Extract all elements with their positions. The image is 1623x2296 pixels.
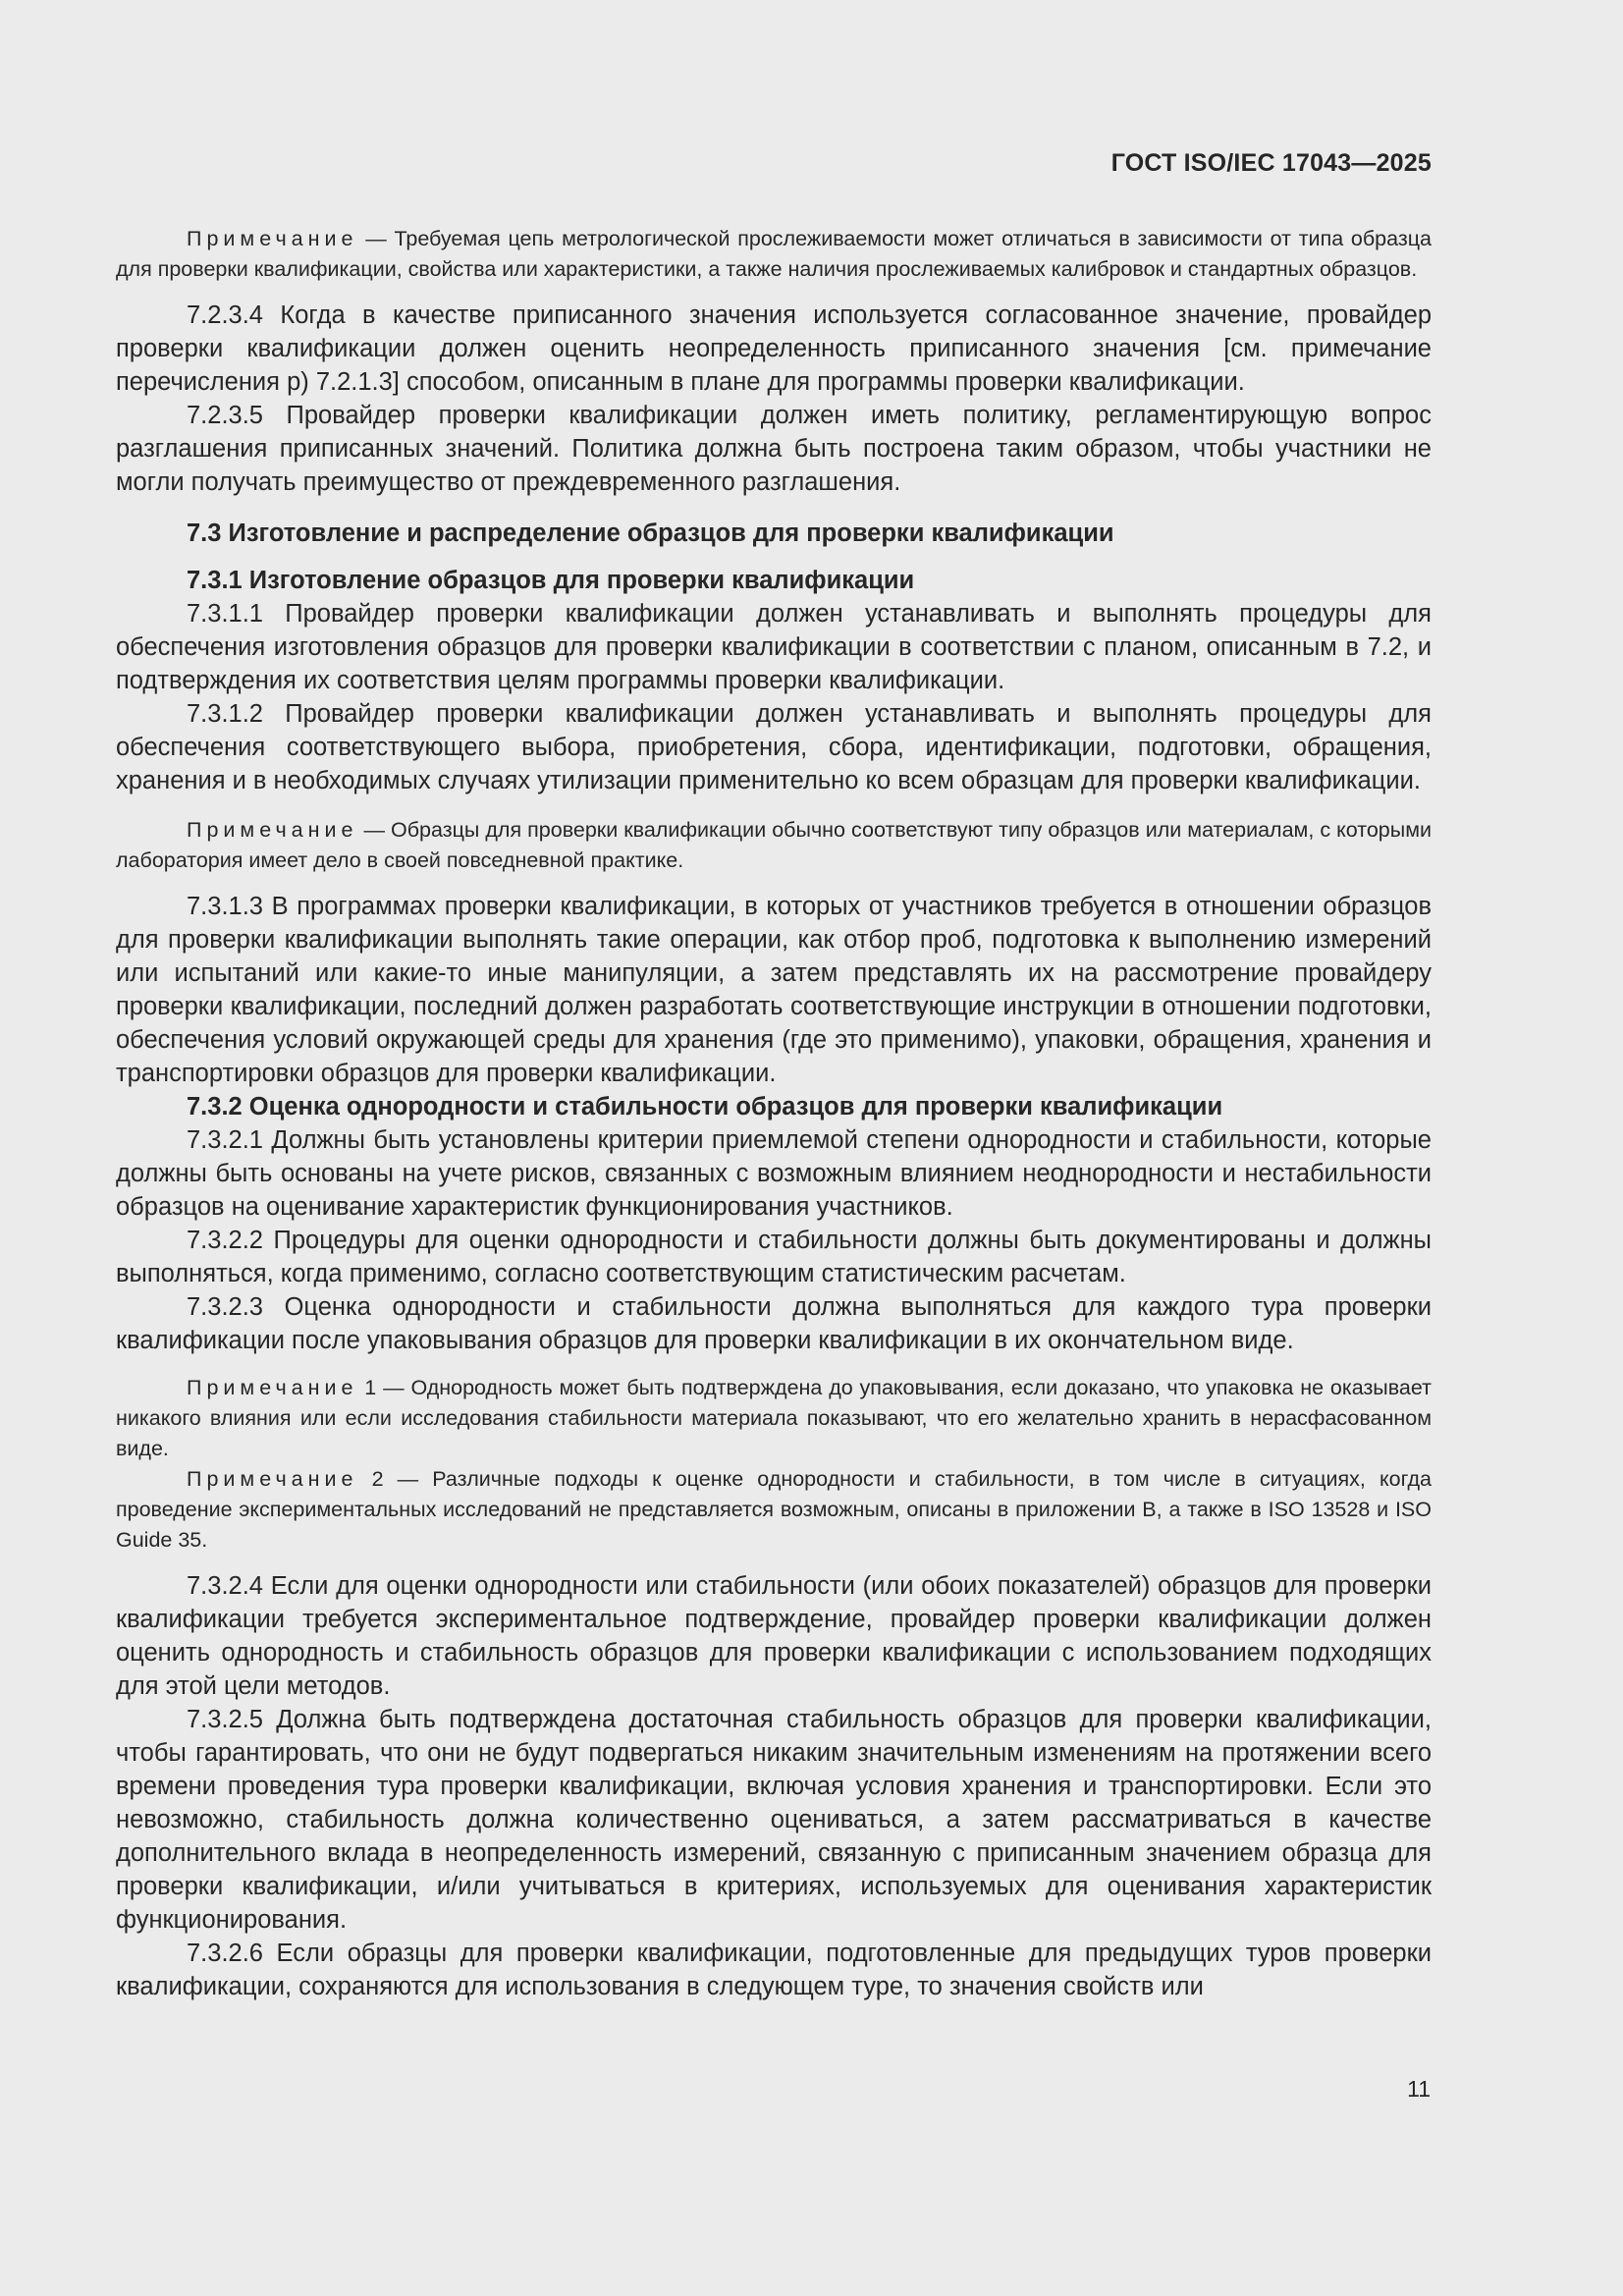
paragraph-7-2-3-5: 7.2.3.5 Провайдер проверки квалификации должен иметь политику, регламентирующую вопрос разглашения приписанных значений. Политика должна быть построена таким образом, чтобы участники не могли получать преимущество от преждевременного разглашения. [116, 402, 1432, 496]
paragraph-7-3-2-6: 7.3.2.6 Если образцы для проверки квалификации, подготовленные для предыдущих туров проверки квалификации, сохраняются для использования в следующем туре, то значения свойств или [116, 1940, 1432, 2000]
note-text: Образцы для проверки квалификации обычно соответствуют типу образцов или материалам, с которыми лаборатория имеет дело в своей повседневной практике. [116, 818, 1432, 872]
note-2 [116, 1464, 1432, 1556]
note-label: Примечание [187, 818, 358, 842]
note-dash: 2 — [357, 1467, 433, 1491]
subsection-heading-7-3-1: 7.3.1 Изготовление образцов для проверки квалификации [187, 567, 915, 594]
note-label: Примечание [187, 227, 358, 250]
note [116, 815, 1432, 876]
note-text: Различные подходы к оценке однородности и стабильности, в том числе в ситуациях, когда проведение экспериментальных исследований не представляется возможным, описаны в приложении B, а также в ISO 13528 и ISO Guide 35. [116, 1467, 1432, 1552]
note-dash: — [357, 227, 395, 250]
paragraph-7-3-2-4: 7.3.2.4 Если для оценки однородности или стабильности (или обоих показателей) образцов для проверки квалификации требуется экспериментальное подтверждение, провайдер проверки квалификации должен оценить однородность и стабильность образцов для проверки квалификации с использованием подходящих для этой цели методов. [116, 1572, 1432, 1700]
paragraph-7-3-2-2: 7.3.2.2 Процедуры для оценки однородности и стабильности должны быть документированы и должны выполняться, когда применимо, согласно соответствующим статистическим расчетам. [116, 1227, 1432, 1287]
note-label: Примечание [187, 1467, 358, 1491]
paragraph-7-3-1-1: 7.3.1.1 Провайдер проверки квалификации должен устанавливать и выполнять процедуры для обеспечения изготовления образцов для проверки квалификации в соответствии с планом, описанным в 7.2, и подтверждения их соответствия целям программы проверки квалификации. [116, 600, 1432, 694]
paragraph-7-3-1-3: 7.3.1.3 В программах проверки квалификации, в которых от участников требуется в отношении образцов для проверки квалификации выполнять такие операции, как отбор проб, подготовка к выполнению измерений или испытаний или какие-то иные манипуляции, а затем представлять их на рассмотрение провайдеру проверки квалификации, последний должен разработать соответствующие инструкции в отношении подготовки, обеспечения условий окружающей среды для хранения (где это применимо), упаковки, обращения, хранения и транспортировки образцов для проверки квалификации. [116, 893, 1432, 1087]
subsection-heading-7-3-2: 7.3.2 Оценка однородности и стабильности образцов для проверки квалификации [187, 1093, 1223, 1121]
section-heading-7-3: 7.3 Изготовление и распределение образцов для проверки квалификации [187, 519, 1114, 547]
paragraph-7-3-2-5: 7.3.2.5 Должна быть подтверждена достаточная стабильность образцов для проверки квалификации, чтобы гарантировать, что они не будут подвергаться никаким значительным изменениям на протяжении всего времени проведения тура проверки квалификации, включая условия хранения и транспортировки. Если это невозможно, стабильность должна количественно оцениваться, а затем рассматриваться в качестве дополнительного вклада в неопределенность измерений, связанную с приписанным значением образца для проверки квалификации, и/или учитываться в критериях, используемых для оценивания характеристик функционирования. [116, 1706, 1432, 1934]
page-number: 11 [1407, 2076, 1431, 2102]
note-1 [116, 1373, 1432, 1464]
note-dash: 1 — [357, 1376, 411, 1399]
note-dash: — [357, 818, 392, 842]
note-label: Примечание [187, 1376, 358, 1399]
document-header: ГОСТ ISO/IEC 17043—2025 [1110, 149, 1432, 177]
note-text: Требуемая цепь метрологической прослеживаемости может отличаться в зависимости от типа образца для проверки квалификации, свойства или характеристики, а также наличия прослеживаемых калибровок и стандартных образцов. [116, 227, 1432, 281]
paragraph-7-3-2-1: 7.3.2.1 Должны быть установлены критерии приемлемой степени однородности и стабильности, которые должны быть основаны на учете рисков, связанных с возможным влиянием неоднородности и нестабильности образцов на оценивание характеристик функционирования участников. [116, 1126, 1432, 1221]
note [116, 224, 1432, 285]
document-body [116, 224, 1432, 2003]
paragraph-7-3-1-2: 7.3.1.2 Провайдер проверки квалификации должен устанавливать и выполнять процедуры для обеспечения соответствующего выбора, приобретения, сбора, идентификации, подготовки, обращения, хранения и в необходимых случаях утилизации применительно ко всем образцам для проверки квалификации. [116, 700, 1432, 794]
paragraph-7-2-3-4: 7.2.3.4 Когда в качестве приписанного значения используется согласованное значение, провайдер проверки квалификации должен оценить неопределенность приписанного значения [см. примечание перечисления р) 7.2.1.3] способом, описанным в плане для программы проверки квалификации. [116, 301, 1432, 396]
note-text: Однородность может быть подтверждена до упаковывания, если доказано, что упаковка не оказывает никакого влияния или если исследования стабильности материала показывают, что его желательно хранить в нерасфасованном виде. [116, 1376, 1432, 1460]
paragraph-7-3-2-3: 7.3.2.3 Оценка однородности и стабильности должна выполняться для каждого тура проверки квалификации после упаковывания образцов для проверки квалификации в их окончательном виде. [116, 1293, 1432, 1354]
